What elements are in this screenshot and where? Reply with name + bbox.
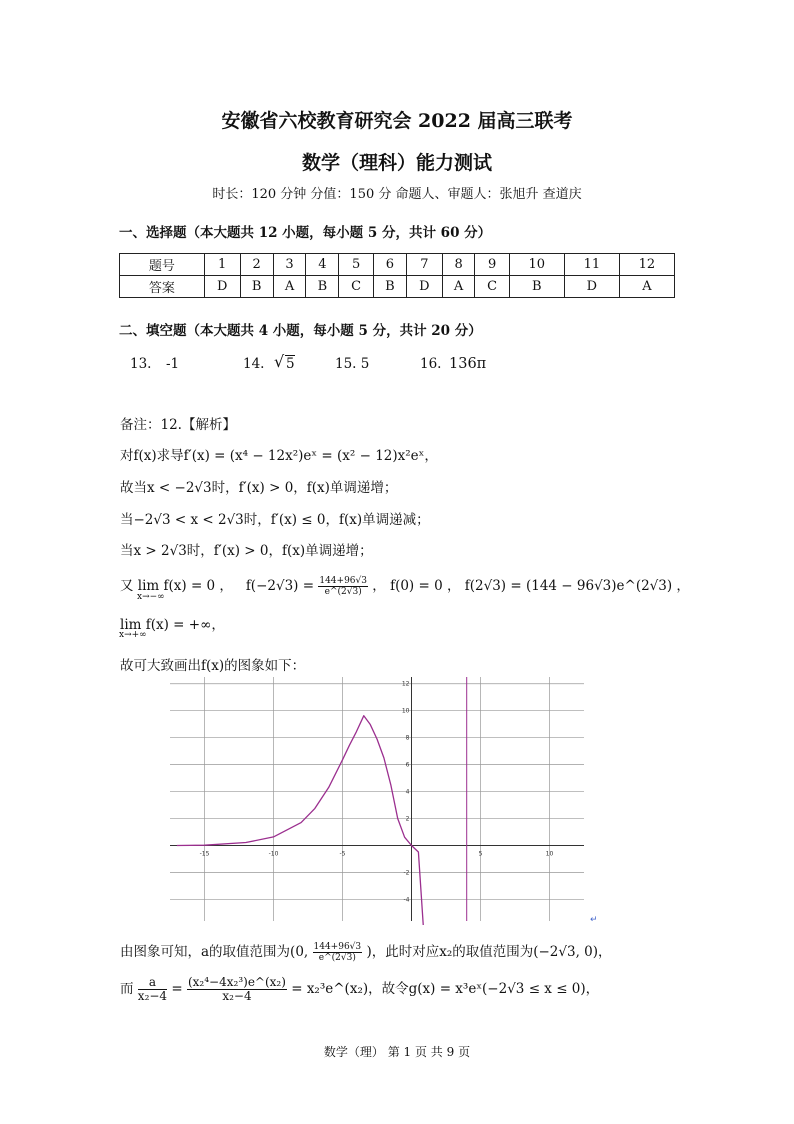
y-tick-label: 4 [405, 788, 410, 796]
answer-cell: B [240, 276, 273, 298]
question-cell: 6 [373, 254, 406, 276]
x-tick-label: -10 [268, 850, 279, 858]
g-text-tail: = x₂³e^(x₂)，故令g(x) = x³eˣ(−2√3 ≤ x ≤ 0)， [291, 981, 600, 997]
y-tick-label: 6 [405, 761, 410, 769]
fraction-numerator: 144+96√3 [319, 576, 367, 586]
answer-cell: B [373, 276, 406, 298]
fraction-numerator: a [138, 976, 167, 990]
document-title: 安徽省六校教育研究会 2022 届高三联考 [221, 110, 573, 132]
sqrt-sign-icon: √ [274, 352, 285, 371]
fraction-denominator: x₂−4 [137, 989, 168, 1003]
q14-number: 14. [243, 356, 265, 372]
question-cell: 7 [406, 254, 442, 276]
answer-cell: B [509, 276, 564, 298]
return-arrow-icon: ↵ [590, 915, 598, 925]
row-label-question: 题号 [120, 254, 205, 276]
f-values-tail: ， f(0) = 0 ， f(2√3) = (144 − 96√3)e^(2√3) ， [372, 578, 690, 594]
section2-heading: 二、填空题（本大题共 4 小题，每小题 5 分，共计 20 分） [119, 323, 482, 339]
note-line-decrease: 当−2√3 < x < 2√3时，f′(x) ≤ 0，f(x)单调递减； [120, 512, 430, 528]
answer-row [120, 276, 675, 298]
fraction-numerator: (x₂⁴−4x₂³)e^(x₂) [187, 975, 286, 989]
exam-meta: 时长：120 分钟 分值：150 分 命题人、审题人：张旭升 查道庆 [212, 187, 582, 202]
q14-radicand-wrap [285, 356, 295, 372]
note-line-derivative: 对f(x)求导f′(x) = (x⁴ − 12x²)eˣ = (x² − 12)x²eˣ， [120, 448, 438, 464]
series-line [177, 716, 425, 956]
note-line-increase-right: 当x > 2√3时，f′(x) > 0，f(x)单调递增； [120, 543, 373, 559]
q13-answer: -1 [166, 356, 180, 372]
fraction-denominator: x₂−4 [222, 989, 252, 1003]
question-cell: 3 [273, 254, 306, 276]
question-cell: 4 [306, 254, 339, 276]
chart-axes [170, 677, 584, 921]
question-cell: 5 [339, 254, 373, 276]
question-row [120, 254, 675, 276]
note-line-limits [120, 574, 690, 597]
row-label-answer: 答案 [120, 276, 205, 298]
limit-sub-plus-inf: x→+∞ [119, 630, 147, 640]
y-tick-label: -2 [403, 869, 410, 877]
answer-cell: D [204, 276, 240, 298]
note-line-increase-left: 故当x < −2√3时，f′(x) > 0，f(x)单调递增； [120, 480, 398, 496]
q16-answer: 136π [449, 356, 487, 372]
y-tick-label: 8 [405, 734, 410, 742]
question-cell: 10 [509, 254, 564, 276]
note-line-g-definition [120, 976, 599, 1003]
f-at-minus-2root3-fraction [318, 576, 368, 597]
question-cell: 8 [442, 254, 475, 276]
g-text-prefix: 而 [120, 981, 134, 997]
x-tick-label: 5 [478, 850, 483, 858]
question-cell: 9 [475, 254, 509, 276]
fraction-denominator: e^(2√3) [318, 953, 356, 963]
note-line-graph-intro: 故可大致画出f(x)的图象如下： [120, 658, 306, 674]
question-cell: 11 [564, 254, 619, 276]
x-tick-label: -15 [199, 850, 210, 858]
f-at-minus-2root3-label: f(−2√3) = [245, 578, 315, 594]
y-tick-label: 10 [401, 707, 410, 715]
range-text-a: 由图象可知，a的取值范围为(0, [120, 944, 309, 960]
y-tick-label: -4 [403, 896, 410, 904]
fraction-numerator: 144+96√3 [313, 942, 362, 952]
function-graph [160, 673, 598, 925]
g-equals: = [171, 981, 183, 997]
limit-minus-inf: 又 lim f(x) = 0 ， [120, 578, 233, 594]
a-over-x2-fraction [138, 976, 167, 1003]
note-heading: 备注：12.【解析】 [120, 417, 236, 433]
note-line-limit-plus-inf: lim f(x) = +∞， [120, 617, 225, 633]
x-tick-label: 10 [545, 850, 554, 858]
q14-answer: 5 [286, 356, 295, 372]
expression-fraction [187, 976, 287, 1003]
answer-cell: A [619, 276, 674, 298]
fraction-denominator: e^(2√3) [324, 587, 362, 597]
answer-cell: C [475, 276, 509, 298]
limit-sub-minus-inf: x→−∞ [137, 592, 165, 602]
q15-answer: 15. 5 [335, 356, 370, 372]
question-cell: 2 [240, 254, 273, 276]
x-tick-label: -5 [339, 850, 346, 858]
page-footer: 数学（理） 第 1 页 共 9 页 [323, 1045, 471, 1059]
answer-table [119, 253, 675, 298]
q16-number: 16. [420, 356, 442, 372]
answer-cell: B [306, 276, 339, 298]
document-subtitle: 数学（理科）能力测试 [301, 152, 492, 174]
answer-cell: D [406, 276, 442, 298]
q13-number: 13. [130, 356, 152, 372]
chart-tick-labels [200, 681, 554, 904]
range-text-b: )，此时对应x₂的取值范围为(−2√3, 0)， [366, 944, 612, 960]
answer-cell: C [339, 276, 373, 298]
answer-cell: A [442, 276, 475, 298]
answer-cell: A [273, 276, 306, 298]
range-fraction [313, 942, 363, 963]
answer-cell: D [564, 276, 619, 298]
y-tick-label: 12 [401, 680, 410, 688]
chart-curve [177, 716, 425, 956]
y-tick-label: 2 [405, 815, 410, 823]
section1-heading: 一、选择题（本大题共 12 小题，每小题 5 分，共计 60 分） [119, 225, 492, 241]
chart-grid [170, 677, 584, 921]
note-line-range [120, 940, 612, 963]
question-cell: 1 [204, 254, 240, 276]
question-cell: 12 [619, 254, 674, 276]
